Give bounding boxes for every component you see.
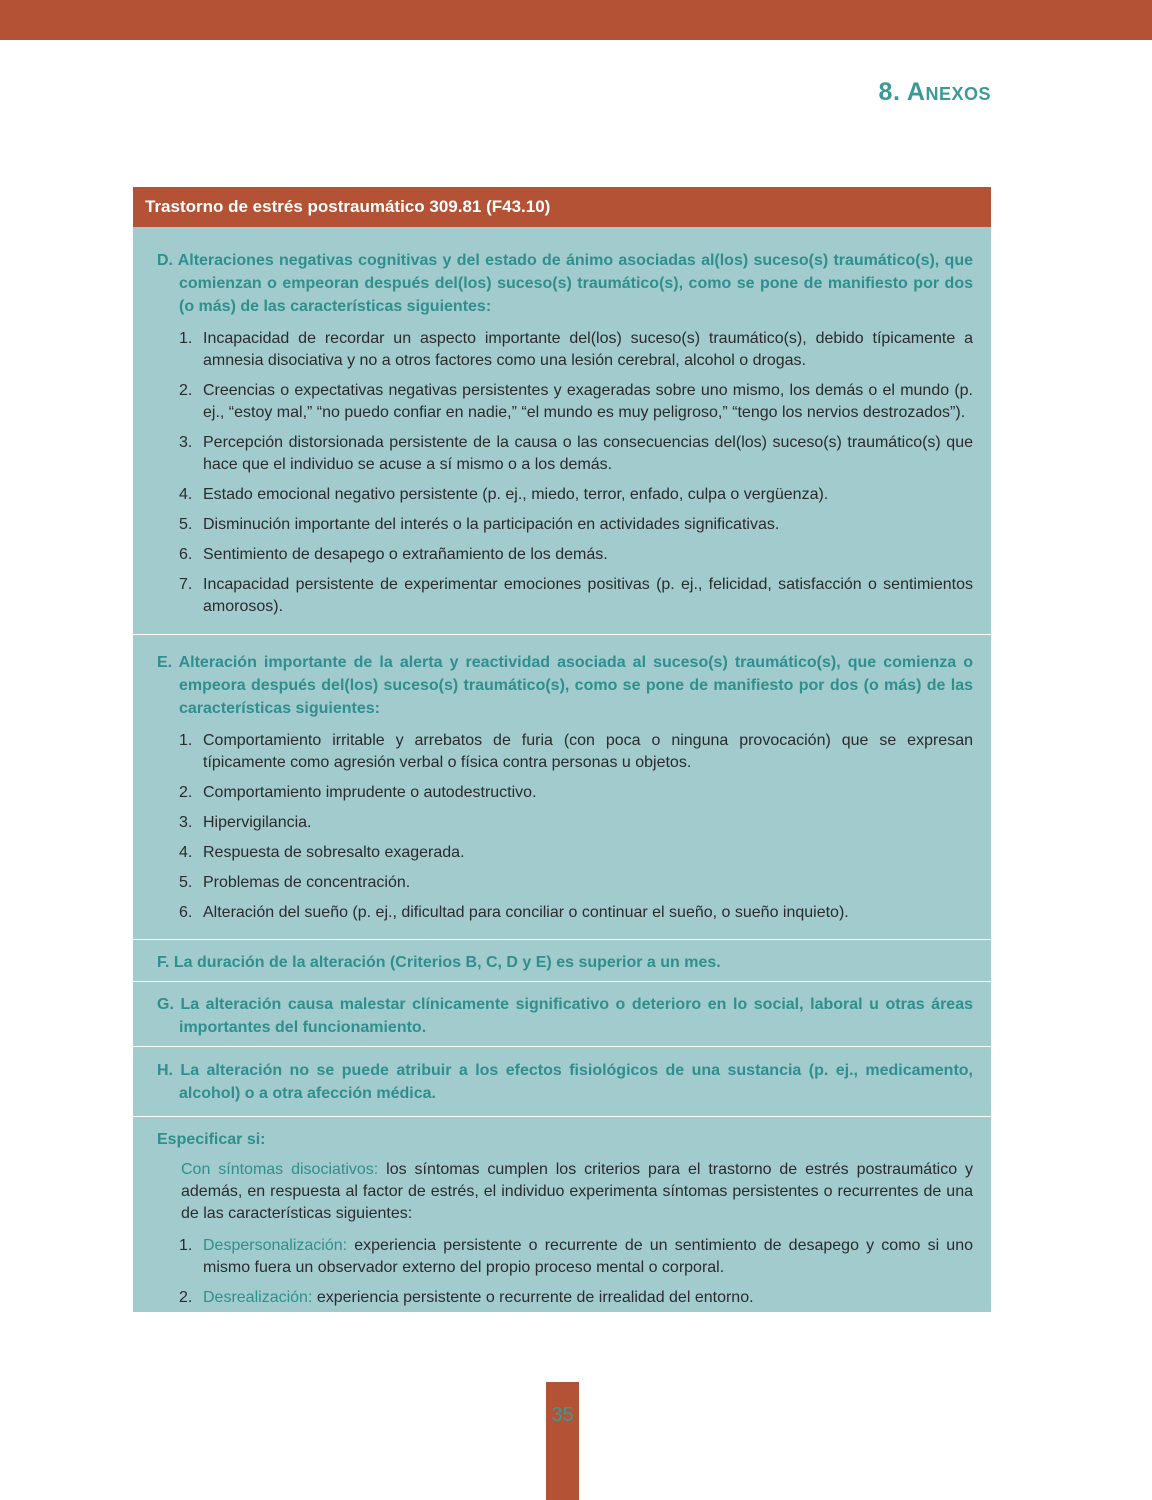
item-number: 6. [179,546,193,563]
item-number: 1. [179,732,193,749]
specify-intro-label: Con síntomas disociativos: [181,1161,379,1178]
criterion-e-list [157,730,973,924]
criterion-g [133,981,991,1046]
list-item [157,484,973,506]
specify-intro [157,1159,973,1225]
criterion-f [133,939,991,981]
list-item [157,812,973,834]
item-number: 3. [179,814,193,831]
item-text: Disminución importante del interés o la participación en actividades significativas. [203,516,780,533]
list-item [157,544,973,566]
item-number: 4. [179,486,193,503]
list-item [157,1235,973,1279]
item-number: 1. [179,1237,193,1254]
list-item [157,574,973,618]
list-item [157,1287,973,1309]
top-bar [0,0,1152,40]
page-number-tab [546,1382,579,1500]
item-text: Incapacidad persistente de experimentar emociones positivas (p. ej., felicidad, satisfacción o sentimientos amorosos). [203,576,973,615]
criterion-e-heading: E. Alteración importante de la alerta y reactividad asociada al suceso(s) traumático(s), que comienza o empeora después del(los) suceso(s) traumático(s), como se pone de manifiesto por dos (o más) de las características siguientes: [157,654,973,717]
item-number: 1. [179,330,193,347]
criterion-d-list [157,328,973,618]
list-item [157,872,973,894]
list-item [157,514,973,536]
item-text: Estado emocional negativo persistente (p. ej., miedo, terror, enfado, culpa o vergüenza). [203,486,829,503]
item-number: 2. [179,1289,193,1306]
criterion-h-heading: H. La alteración no se puede atribuir a los efectos fisiológicos de una sustancia (p. ej., medicamento, alcohol) o a otra afección médica. [157,1062,973,1102]
specify-heading: Especificar si: [157,1131,266,1148]
item-number: 2. [179,382,193,399]
specify-intro-text: los síntomas cumplen los criterios para el trastorno de estrés postraumático y además, en respuesta al factor de estrés, el individuo experimenta síntomas persistentes o recurrentes de una de las características siguientes: [181,1161,973,1222]
specify-list [157,1235,973,1309]
item-number: 3. [179,434,193,451]
list-item [157,782,973,804]
item-text: Hipervigilancia. [203,814,312,831]
criterion-h [133,1046,991,1116]
item-text: Creencias o expectativas negativas persistentes y exageradas sobre uno mismo, los demás o el mundo (p. ej., “estoy mal,” “no puedo confiar en nadie,” “el mundo es muy peligroso,” “tengo los nervios destrozados”). [203,382,973,421]
list-item [157,730,973,774]
item-text: experiencia persistente o recurrente de irrealidad del entorno. [312,1289,754,1306]
list-item [157,432,973,476]
criterion-e [133,634,991,939]
item-text: Respuesta de sobresalto exagerada. [203,844,465,861]
item-text: Percepción distorsionada persistente de la causa o las consecuencias del(los) suceso(s) traumático(s) que hace que el individuo se acuse a sí mismo o a los demás. [203,434,973,473]
list-item [157,328,973,372]
item-number: 5. [179,516,193,533]
criterion-d [133,227,991,634]
item-label: Despersonalización: [203,1237,348,1254]
item-text: Incapacidad de recordar un aspecto importante del(los) suceso(s) traumático(s), debido típicamente a amnesia disociativa y no a otros factores como una lesión cerebral, alcohol o drogas. [203,330,973,369]
item-text: Comportamiento irritable y arrebatos de furia (con poca o ninguna provocación) que se expresan típicamente como agresión verbal o física contra personas u objetos. [203,732,973,771]
item-text: Sentimiento de desapego o extrañamiento de los demás. [203,546,608,563]
page-number: 35 [551,1404,574,1426]
list-item [157,842,973,864]
item-text: experiencia persistente o recurrente de un sentimiento de desapego y como si uno mismo fuera un observador externo del propio proceso mental o corporal. [203,1237,973,1276]
criterion-d-heading: D. Alteraciones negativas cognitivas y del estado de ánimo asociadas al(los) suceso(s) traumático(s), que comienzan o empeoran después del(los) suceso(s) traumático(s), como se pone de manifiesto por dos (o más) de las características siguientes: [157,252,973,315]
item-label: Desrealización: [203,1289,313,1306]
criterion-f-heading: F. La duración de la alteración (Criterios B, C, D y E) es superior a un mes. [157,954,721,971]
item-number: 7. [179,576,193,593]
item-number: 4. [179,844,193,861]
specify-section [133,1116,991,1312]
item-number: 5. [179,874,193,891]
table-title: Trastorno de estrés postraumático 309.81 (F43.10) [133,187,991,227]
list-item [157,380,973,424]
criterion-g-heading: G. La alteración causa malestar clínicamente significativo o deterioro en lo social, laboral u otras áreas importantes del funcionamiento. [157,996,973,1036]
item-text: Alteración del sueño (p. ej., dificultad para conciliar o continuar el sueño, o sueño inquieto). [203,904,849,921]
item-text: Problemas de concentración. [203,874,411,891]
item-number: 6. [179,904,193,921]
list-item [157,902,973,924]
item-text: Comportamiento imprudente o autodestructivo. [203,784,537,801]
item-number: 2. [179,784,193,801]
criteria-table [133,187,991,1312]
section-title: 8. Anexos [878,78,991,106]
